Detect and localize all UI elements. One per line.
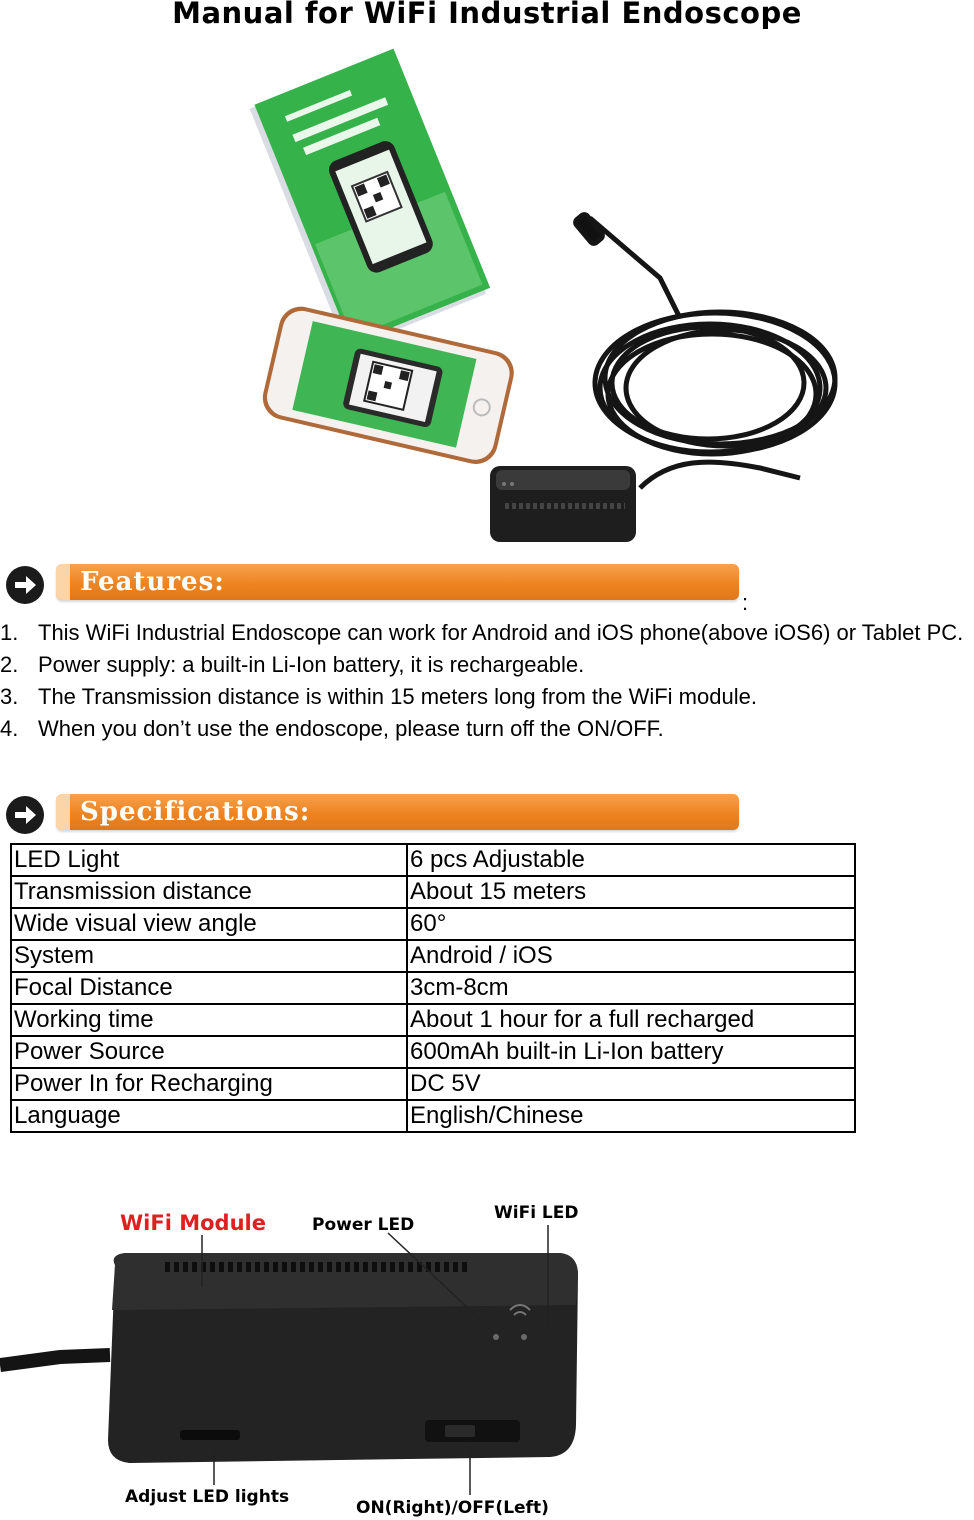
arrow-right-icon (6, 566, 44, 604)
power-led-label: Power LED (312, 1215, 415, 1235)
table-row: System Android / iOS (11, 940, 855, 972)
table-row: Focal Distance 3cm-8cm (11, 972, 855, 1004)
table-row: LED Light 6 pcs Adjustable (11, 844, 855, 876)
table-row: Language English/Chinese (11, 1100, 855, 1132)
features-list (0, 620, 974, 748)
table-row: Working time About 1 hour for a full recharged (11, 1004, 855, 1036)
wifi-box-image (490, 466, 636, 542)
specifications-table (10, 843, 856, 1133)
table-row: Wide visual view angle 60° (11, 908, 855, 940)
specifications-banner (4, 792, 739, 834)
list-item: 3. The Transmission distance is within 15 meters long from the WiFi module. (0, 684, 757, 709)
endoscope-cable-image (574, 213, 835, 488)
product-photo (240, 38, 840, 550)
wifi-led-label: WiFi LED (494, 1203, 579, 1223)
page-title: Manual for WiFi Industrial Endoscope (172, 0, 802, 30)
wifi-module-label: WiFi Module (120, 1211, 266, 1235)
features-heading: Features: (80, 567, 225, 597)
features-colon: : (742, 590, 749, 615)
table-row: Power Source 600mAh built-in Li-Ion battery (11, 1036, 855, 1068)
on-off-label: ON(Right)/OFF(Left) (356, 1498, 549, 1518)
adjust-led-label: Adjust LED lights (125, 1487, 290, 1507)
list-item: 4. When you don’t use the endoscope, please turn off the ON/OFF. (0, 716, 664, 741)
table-row: Transmission distance About 15 meters (11, 876, 855, 908)
wifi-module-diagram (0, 1195, 640, 1520)
features-banner (4, 562, 739, 604)
list-item: 2. Power supply: a built-in Li-Ion battery, it is rechargeable. (0, 652, 585, 677)
table-row: Power In for Recharging DC 5V (11, 1068, 855, 1100)
manual-booklet-image (249, 49, 492, 350)
specifications-heading: Specifications: (80, 797, 311, 827)
arrow-right-icon (6, 796, 44, 834)
wifi-module-image (0, 1195, 640, 1520)
list-item: 1. This WiFi Industrial Endoscope can work for Android and iOS phone(above iOS6) or Tablet PC. (0, 620, 964, 645)
phone-image (258, 302, 518, 468)
